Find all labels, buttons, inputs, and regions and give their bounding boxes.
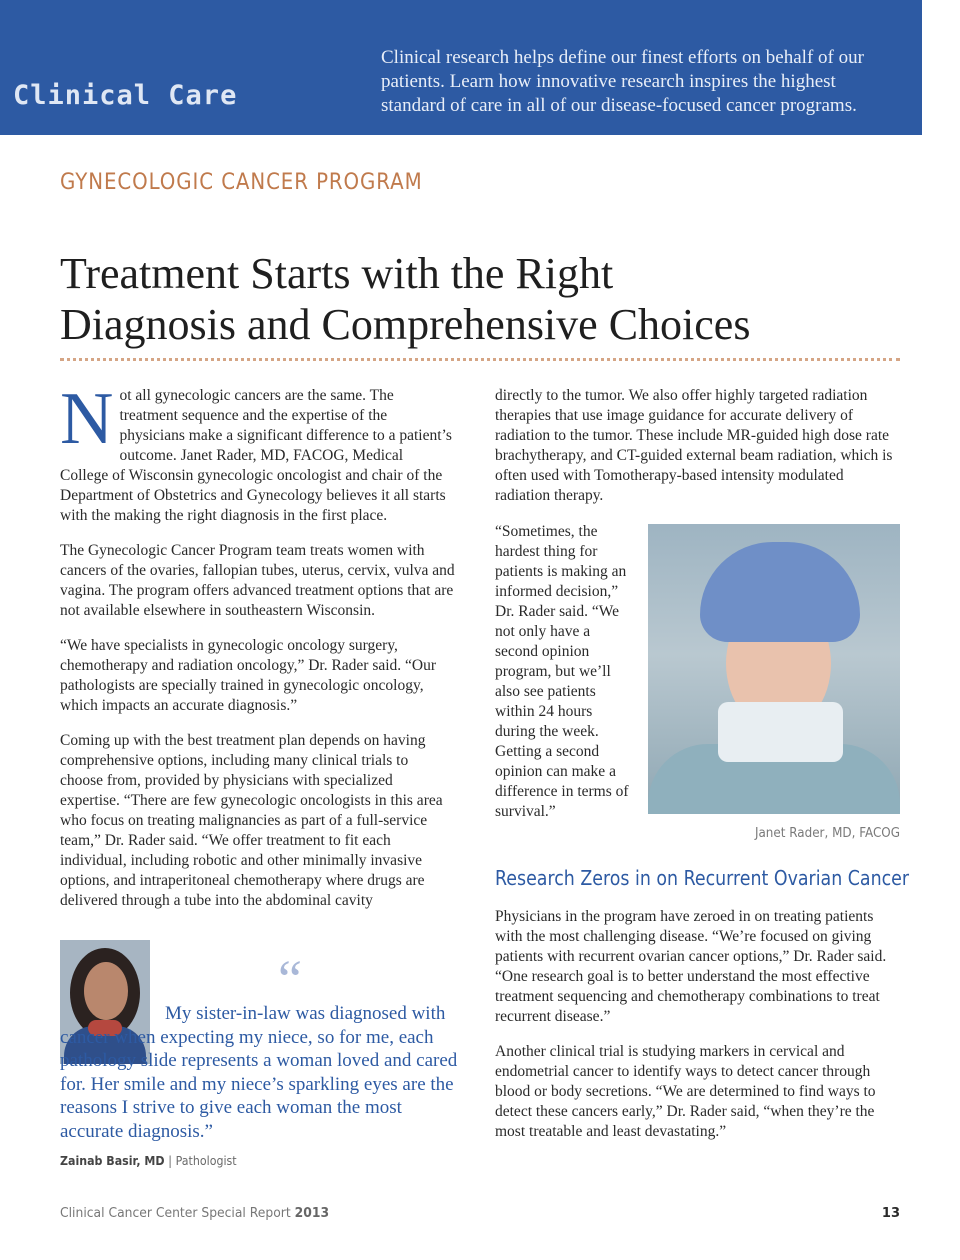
paragraph: The Gynecologic Cancer Program team treats women with cancers of the ovaries, fallopian tubes, uterus, cervix, vulva and vagina. The program offers advanced treatment options that are not available elsewhere in southeastern Wisconsin. xyxy=(60,542,455,619)
quote-mark-icon: “ xyxy=(278,949,302,1009)
footer-publication xyxy=(60,1206,329,1221)
section-subhead: Research Zeros in on Recurrent Ovarian Cancer xyxy=(495,866,910,890)
intro-paragraph xyxy=(60,378,455,526)
page-number: 13 xyxy=(881,1206,900,1221)
dotted-divider xyxy=(60,358,900,361)
intro-text: ot all gynecologic cancers are the same. The treatment sequence and the expertise of the physicians make a significant difference to a patient’s outcome. Janet Rader, MD, FACOG, Medical College of Wisconsin gynecologic oncologist and chair of the Department of Obstetrics and Gynecology believes it all starts with the making the right diagnosis in the first place. xyxy=(60,387,452,524)
janet-rader-photo xyxy=(648,524,900,814)
paragraph: Physicians in the program have zeroed in on treating patients with the most challenging disease. “We’re focused on giving patients with recurrent ovarian cancer options,” Dr. Rader said. “One research goal is to better understand the most effective treatment sequencing and chemotherapy combinations to treat recurrent disease.” xyxy=(495,908,887,1025)
paragraph: Coming up with the best treatment plan depends on having comprehensive options, including many clinical trials to choose from, provided by physicians with specialized expertise. “There are few gynecologic oncologists in this area who focus on treating malignancies as part of a full-service team,” Dr. Rader said. “We offer treatment to fit each individual, including robotic and other minimally invasive options, and intraperitoneal chemotherapy where drugs are delivered through a tube into the abdominal cavity xyxy=(60,732,443,909)
attribution-separator: | xyxy=(168,1154,172,1168)
quote-attribution xyxy=(60,1154,237,1168)
article-headline: Treatment Starts with the Right Diagnosis and Comprehensive Choices xyxy=(60,249,751,349)
section-title: Clinical Care xyxy=(13,80,238,111)
program-label: GYNECOLOGIC CANCER PROGRAM xyxy=(60,170,423,195)
attribution-role: Pathologist xyxy=(175,1154,237,1168)
attribution-name: Zainab Basir, MD xyxy=(60,1154,165,1168)
pull-quote: My sister-in-law was diagnosed with cancer when expecting my niece, so for me, each pathology slide represents a woman loved and cared for. Her smile and my niece’s sparkling eyes are the reasons I strive to give each woman the most accurate diagnosis.” xyxy=(60,1003,458,1142)
paragraph: Another clinical trial is studying markers in cervical and endometrial cancer to identify ways to detect cancer through blood or body secretions. “We are determined to find ways to detect these cancers early,” Dr. Rader said, “when they’re the most treatable and least devastating.” xyxy=(495,1043,876,1140)
paragraph: “We have specialists in gynecologic oncology surgery, chemotherapy and radiation oncology,” Dr. Rader said. “Our pathologists are specially trained in gynecologic oncology, which impacts an accurate diagnosis.” xyxy=(60,637,437,714)
left-column xyxy=(60,378,455,926)
research-section xyxy=(495,907,900,1157)
photo-caption: Janet Rader, MD, FACOG xyxy=(754,826,900,841)
drop-cap: N xyxy=(60,378,114,460)
rader-quote: “Sometimes, the hardest thing for patients is making an informed decision,” Dr. Rader said. “We not only have a second opinion program, but we’ll also see patients within 24 hours during the week. Getting a second opinion can make a difference in terms of survival.” xyxy=(495,523,629,820)
publication-title: Clinical Cancer Center Special Report xyxy=(60,1206,291,1221)
header-banner xyxy=(0,0,922,135)
right-column-continuation: directly to the tumor. We also offer highly targeted radiation therapies that use image guidance for accurate delivery of radiation to the tumor. These include MR-guided high dose rate brachytherapy, and CT-guided external beam radiation, which is often used with Tomotherapy-based intensity modulated radiation therapy. xyxy=(495,387,893,504)
publication-year: 2013 xyxy=(294,1206,330,1221)
section-description: Clinical research helps define our finest efforts on behalf of our patients. Learn how innovative research inspires the highest standard of care in all of our disease-focused cancer programs. xyxy=(381,47,864,116)
